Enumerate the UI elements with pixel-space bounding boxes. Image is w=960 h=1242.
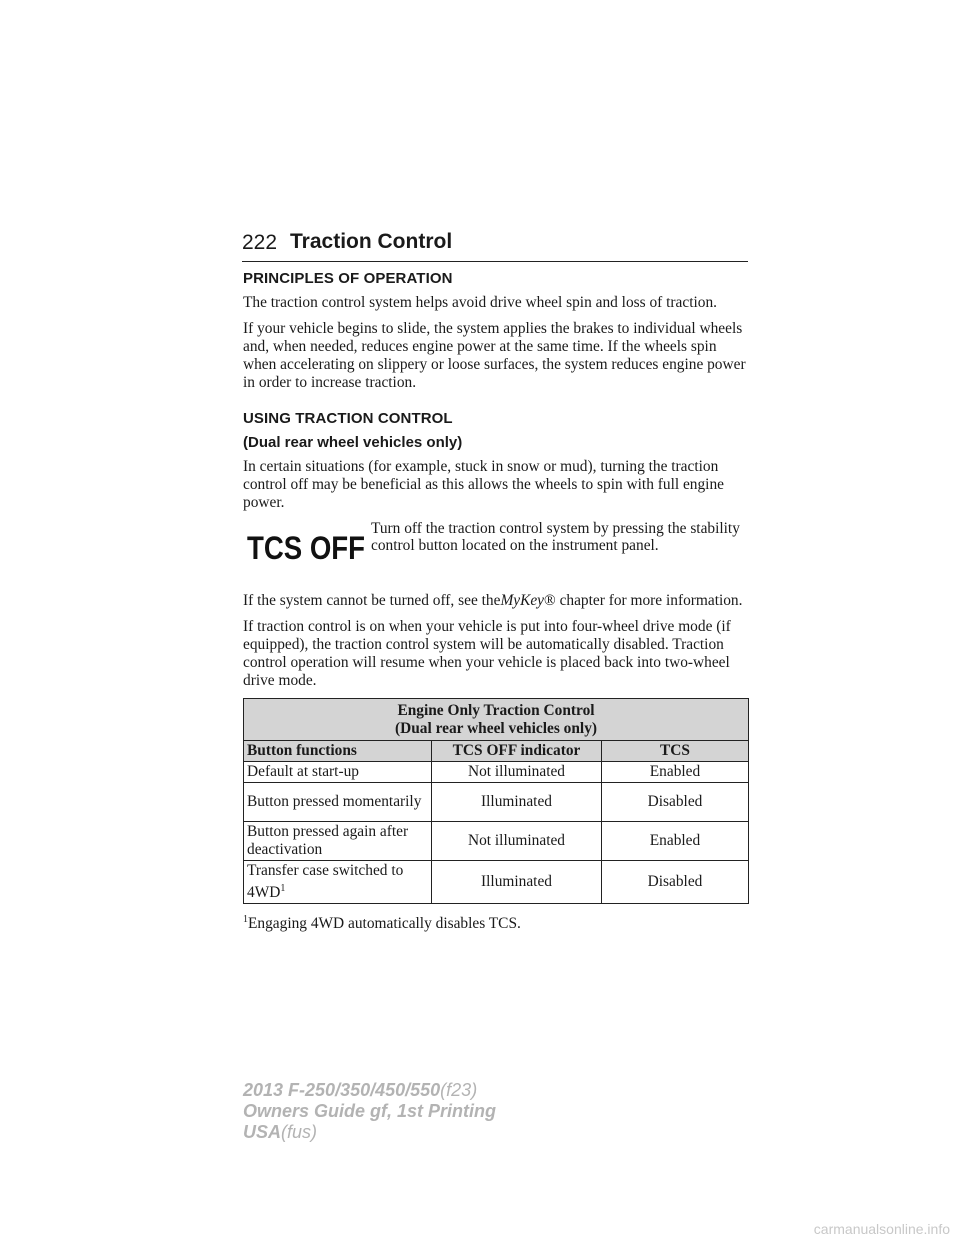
table-title [244,699,749,741]
tcs-off-icon [247,529,365,566]
heading-using-traction-control: USING TRACTION CONTROL [243,410,453,427]
paragraph-situations: In certain situations (for example, stuck in snow or mud), turning the traction control off may be beneficial as this allows the wheels to spin with full engine power. [243,458,724,511]
cell-tcs: Disabled [602,861,749,904]
mykey-post: ® chapter for more information. [544,592,743,609]
cell-indicator: Illuminated [432,861,602,904]
table-footnote [243,914,749,933]
table-header-row [244,741,749,762]
cell-function: Button pressed again after deactivation [244,822,432,861]
table-row [244,762,749,783]
mykey-pre: If the system cannot be turned off, see the [243,592,501,609]
paragraph-four-wheel: If traction control is on when your vehicle is put into four-wheel drive mode (if equipped), the traction control system will be automatically disabled. Traction control operation will resume when your vehicle is placed back into two-wheel drive mode. [243,618,731,689]
svg-text:TCS OFF: TCS OFF [247,530,365,566]
cell-tcs: Disabled [602,783,749,822]
mykey-link-text: MyKey [500,592,545,609]
page-content [243,266,749,933]
cell-indicator: Not illuminated [432,762,602,783]
cell-function-text: Transfer case switched to 4WD [247,862,404,902]
column-header-tcs: TCS [602,741,749,762]
cell-tcs: Enabled [602,762,749,783]
chapter-title: Traction Control [290,230,453,253]
footer-model: 2013 F-250/350/450/550 [243,1080,441,1100]
table-row [244,783,749,822]
table-row [244,861,749,904]
footer-region-code: (fus) [281,1122,318,1142]
footnote-marker: 1 [280,883,286,894]
cell-indicator: Not illuminated [432,822,602,861]
watermark: carmanualsonline.info [813,1221,950,1237]
paragraph-intro: The traction control system helps avoid drive wheel spin and loss of traction. [243,294,718,311]
footer-model-code: (f23) [440,1080,478,1100]
print-footer [243,1080,496,1143]
paragraph-mykey [243,592,749,610]
cell-function [244,861,432,904]
table-title-line2: (Dual rear wheel vehicles only) [394,720,598,737]
tcs-off-description: Turn off the traction control system by pressing the stability control button located on the instrument panel. [371,520,740,554]
column-header-tcs-off-indicator: TCS OFF indicator [432,741,602,762]
cell-function: Default at start-up [244,762,432,783]
table-row [244,822,749,861]
page-header [242,228,748,262]
traction-control-table [243,698,749,904]
tcs-off-block [243,520,749,588]
paragraph-slide: If your vehicle begins to slide, the system applies the brakes to individual wheels and, when needed, reduces engine power at the same time. If the wheels spin when accelerating on slippery or loose surfaces, the system reduces engine power in order to increase traction. [243,320,746,391]
footnote-text: Engaging 4WD automatically disables TCS. [248,915,521,933]
footer-line1 [243,1080,496,1101]
footer-region: USA [243,1122,282,1142]
page-number: 222 [242,231,278,254]
column-header-button-functions: Button functions [244,741,432,762]
heading-principles: PRINCIPLES OF OPERATION [243,270,453,287]
footnote-number: 1 [243,914,248,926]
cell-tcs: Enabled [602,822,749,861]
cell-indicator: Illuminated [432,783,602,822]
footer-line3 [243,1122,496,1143]
cell-function: Button pressed momentarily [244,783,432,822]
footer-line2: Owners Guide gf, 1st Printing [243,1101,497,1121]
table-title-line1: Engine Only Traction Control [397,702,595,719]
subheading-dual-rear: (Dual rear wheel vehicles only) [243,434,463,451]
